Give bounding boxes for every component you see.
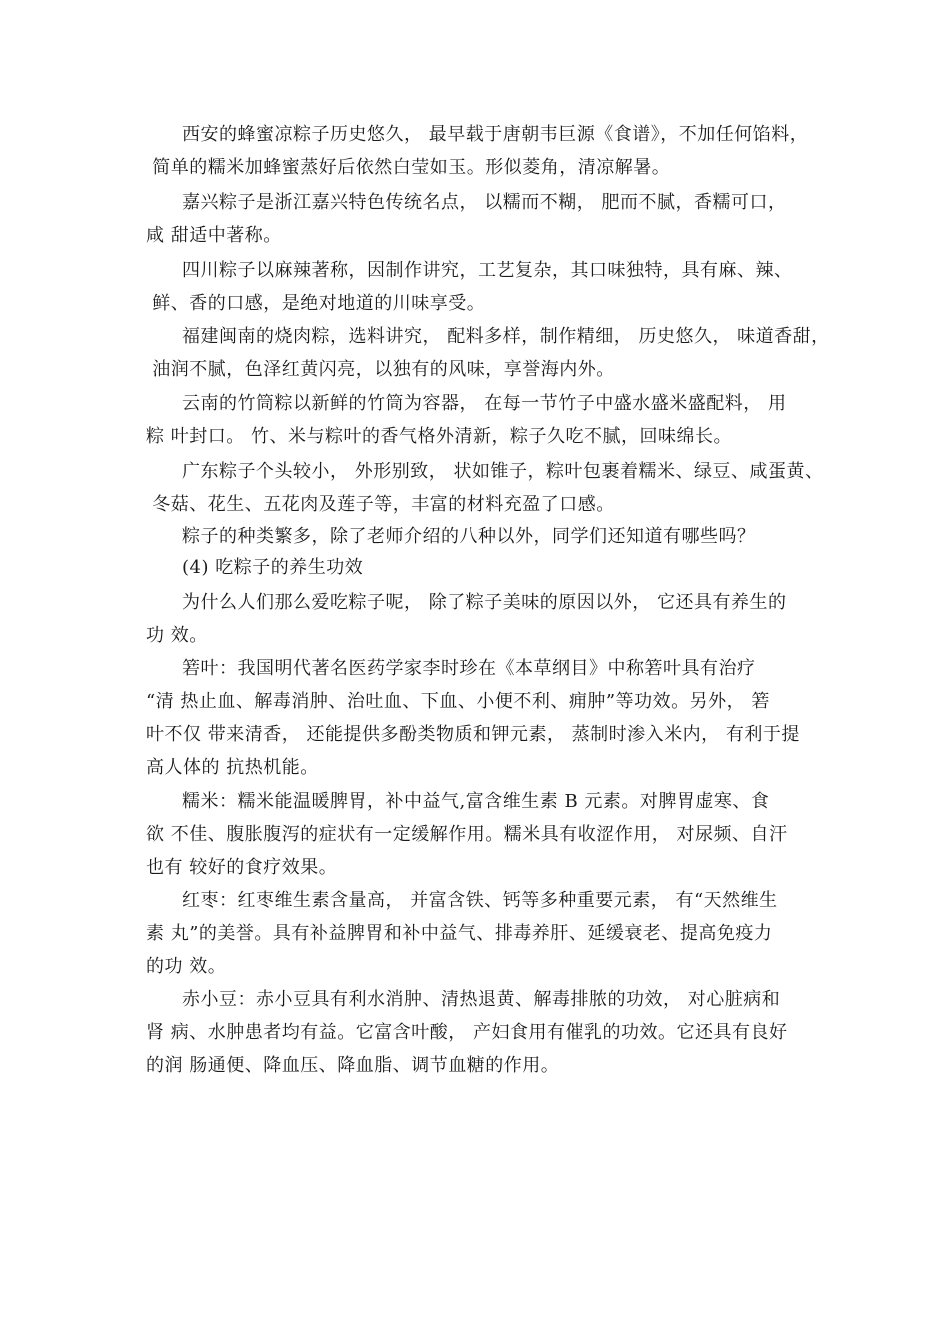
- text-line: 功 效。: [146, 625, 208, 646]
- text-line: 也有 较好的食疗效果。: [146, 857, 338, 878]
- text-line: 箬叶：我国明代著名医药学家李时珍在《本草纲目》中称箬叶具有治疗: [182, 658, 756, 679]
- text-line: 广东粽子个头较小， 外形别致， 状如锥子，粽叶包裹着糯米、绿豆、咸蛋黄、: [182, 461, 824, 482]
- text-line: 粽子的种类繁多，除了老师介绍的八种以外，同学们还知道有哪些吗？: [182, 526, 756, 547]
- text-line: 鲜、香的口感，是绝对地道的川味享受。: [146, 293, 486, 314]
- text-line: 云南的竹筒粽以新鲜的竹筒为容器， 在每一节竹子中盛水盛米盛配料， 用: [182, 393, 787, 414]
- text-line: 福建闽南的烧肉粽，选料讲究， 配料多样，制作精细， 历史悠久， 味道香甜，: [182, 326, 830, 347]
- text-line: 西安的蜂蜜凉粽子历史悠久， 最早载于唐朝韦巨源《食谱》，不加任何馅料，: [182, 124, 809, 145]
- text-line: 的功 效。: [146, 956, 227, 977]
- text-line: 的润 肠通便、降血压、降血脂、调节血糖的作用。: [146, 1055, 560, 1076]
- text-line: 简单的糯米加蜂蜜蒸好后依然白莹如玉。形似菱角，清凉解暑。: [146, 157, 671, 178]
- text-line: 红枣：红枣维生素含量高， 并富含铁、钙等多种重要元素， 有“天然维生: [182, 890, 778, 911]
- text-line: 嘉兴粽子是浙江嘉兴特色传统名点， 以糯而不糊， 肥而不腻，香糯可口，: [182, 192, 787, 213]
- text-line: 肾 病、水肿患者均有益。它富含叶酸， 产妇食用有催乳的功效。它还具有良好: [146, 1022, 788, 1043]
- section-heading: (4) 吃粽子的养生功效: [182, 557, 364, 578]
- text-line: 糯米：糯米能温暖脾胃，补中益气,富含维生素 B 元素。对脾胃虚寒、食: [182, 791, 770, 812]
- text-line: 油润不腻，色泽红黄闪亮，以独有的风味，享誉海内外。: [146, 359, 615, 380]
- text-line: 素 丸”的美誉。具有补益脾胃和补中益气、排毒养肝、延缓衰老、提高免疫力: [146, 923, 773, 944]
- text-line: 四川粽子以麻辣著称，因制作讲究，工艺复杂，其口味独特，具有麻、辣、: [182, 260, 793, 281]
- text-line: 高人体的 抗热机能。: [146, 757, 319, 778]
- text-line: “清 热止血、解毒消肿、治吐血、下血、小便不利、痈肿”等功效。另外， 箬: [146, 691, 770, 712]
- text-line: 欲 不佳、腹胀腹泻的症状有一定缓解作用。糯米具有收涩作用， 对尿频、自汗: [146, 824, 788, 845]
- text-line: 叶不仅 带来清香， 还能提供多酚类物质和钾元素， 蒸制时渗入米内， 有利于提: [146, 724, 800, 745]
- text-line: 冬菇、花生、五花肉及莲子等，丰富的材料充盈了口感。: [146, 494, 615, 515]
- text-line: 粽 叶封口。 竹、米与粽叶的香气格外清新，粽子久吃不腻，回味绵长。: [146, 426, 732, 447]
- text-line: 赤小豆：赤小豆具有利水消肿、清热退黄、解毒排脓的功效， 对心脏病和: [182, 989, 781, 1010]
- text-line: 为什么人们那么爱吃粽子呢， 除了粽子美味的原因以外， 它还具有养生的: [182, 592, 787, 613]
- text-line: 咸 甜适中著称。: [146, 225, 282, 246]
